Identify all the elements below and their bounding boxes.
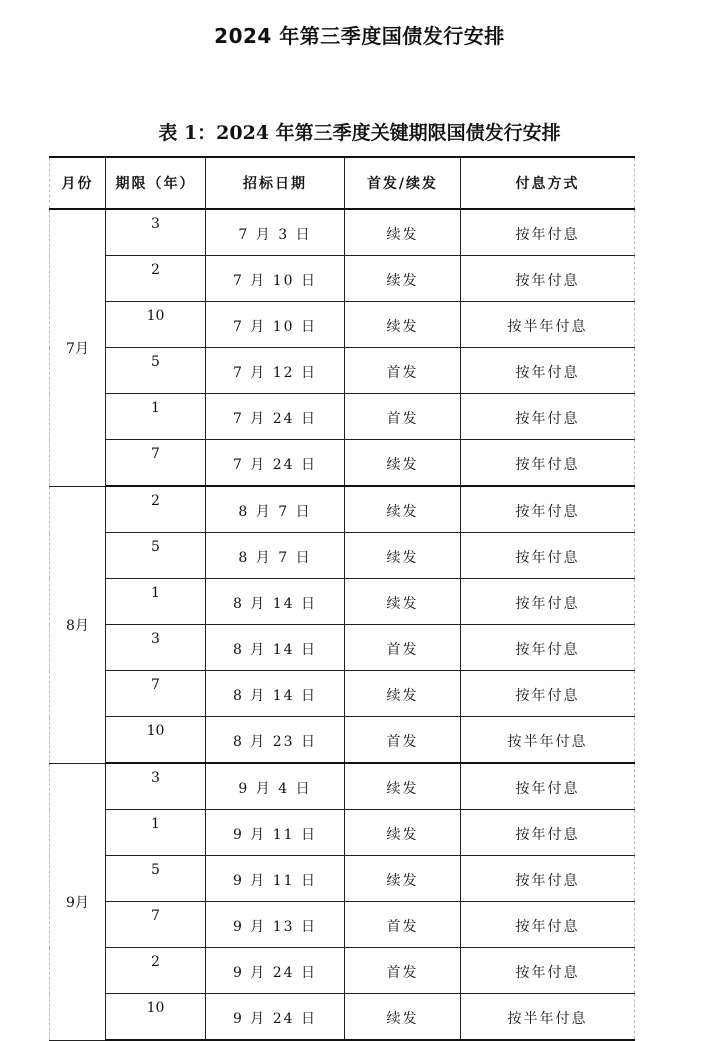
table-row	[50, 533, 635, 579]
term-cell: 5	[106, 348, 206, 394]
table-row	[50, 717, 635, 764]
issue-type-cell: 续发	[345, 486, 461, 533]
table-row	[50, 671, 635, 717]
auction-date-cell: 8 月 7 日	[206, 486, 345, 533]
term-cell: 7	[106, 902, 206, 948]
table-caption: 表 1：2024 年第三季度关键期限国债发行安排	[158, 122, 561, 144]
term-cell: 2	[106, 948, 206, 994]
payment-cell: 按半年付息	[461, 717, 635, 764]
auction-date-cell: 7 月 12 日	[206, 348, 345, 394]
auction-date-cell: 9 月 24 日	[206, 948, 345, 994]
table-row	[50, 902, 635, 948]
table-row	[50, 579, 635, 625]
term-cell: 7	[106, 671, 206, 717]
payment-cell: 按年付息	[461, 902, 635, 948]
issue-type-cell: 首发	[345, 394, 461, 440]
table-row	[50, 948, 635, 994]
issue-type-cell: 续发	[345, 302, 461, 348]
term-cell: 7	[106, 440, 206, 487]
term-cell: 1	[106, 810, 206, 856]
table-header	[50, 157, 635, 209]
term-cell: 5	[106, 856, 206, 902]
issue-type-cell: 首发	[345, 948, 461, 994]
auction-date-cell: 9 月 11 日	[206, 856, 345, 902]
term-cell: 3	[106, 209, 206, 256]
header-auction-date: 招标日期	[206, 157, 345, 209]
payment-cell: 按年付息	[461, 625, 635, 671]
payment-cell: 按年付息	[461, 486, 635, 533]
issue-type-cell: 续发	[345, 440, 461, 487]
auction-date-cell: 8 月 14 日	[206, 579, 345, 625]
payment-cell: 按年付息	[461, 810, 635, 856]
issue-type-cell: 续发	[345, 256, 461, 302]
table-row	[50, 394, 635, 440]
table-row	[50, 348, 635, 394]
term-cell: 3	[106, 625, 206, 671]
term-cell: 5	[106, 533, 206, 579]
issue-type-cell: 续发	[345, 209, 461, 256]
month-cell: 9月	[50, 763, 106, 1040]
month-cell: 8月	[50, 486, 106, 763]
auction-date-cell: 7 月 3 日	[206, 209, 345, 256]
table-row	[50, 763, 635, 810]
payment-cell: 按年付息	[461, 209, 635, 256]
bond-issuance-table	[49, 156, 635, 1041]
issue-type-cell: 续发	[345, 856, 461, 902]
term-cell: 10	[106, 717, 206, 764]
term-cell: 1	[106, 579, 206, 625]
payment-cell: 按年付息	[461, 579, 635, 625]
header-issue-type: 首发/续发	[345, 157, 461, 209]
auction-date-cell: 8 月 23 日	[206, 717, 345, 764]
table-row	[50, 994, 635, 1041]
document-title: 2024 年第三季度国债发行安排	[214, 24, 505, 48]
table-row	[50, 256, 635, 302]
payment-cell: 按年付息	[461, 256, 635, 302]
payment-cell: 按年付息	[461, 948, 635, 994]
payment-cell: 按年付息	[461, 671, 635, 717]
auction-date-cell: 8 月 14 日	[206, 625, 345, 671]
payment-cell: 按半年付息	[461, 302, 635, 348]
issue-type-cell: 首发	[345, 902, 461, 948]
issue-type-cell: 首发	[345, 625, 461, 671]
term-cell: 10	[106, 994, 206, 1041]
auction-date-cell: 7 月 24 日	[206, 394, 345, 440]
header-month: 月份	[50, 157, 106, 209]
header-payment: 付息方式	[461, 157, 635, 209]
issue-type-cell: 续发	[345, 671, 461, 717]
auction-date-cell: 8 月 14 日	[206, 671, 345, 717]
issue-type-cell: 续发	[345, 994, 461, 1041]
issue-type-cell: 首发	[345, 717, 461, 764]
payment-cell: 按半年付息	[461, 994, 635, 1041]
issue-type-cell: 续发	[345, 533, 461, 579]
term-cell: 2	[106, 256, 206, 302]
auction-date-cell: 7 月 10 日	[206, 256, 345, 302]
table-row	[50, 625, 635, 671]
table-body	[50, 209, 635, 1040]
auction-date-cell: 9 月 11 日	[206, 810, 345, 856]
auction-date-cell: 9 月 4 日	[206, 763, 345, 810]
issue-type-cell: 续发	[345, 810, 461, 856]
auction-date-cell: 8 月 7 日	[206, 533, 345, 579]
auction-date-cell: 9 月 24 日	[206, 994, 345, 1041]
payment-cell: 按年付息	[461, 763, 635, 810]
issue-type-cell: 首发	[345, 348, 461, 394]
term-cell: 2	[106, 486, 206, 533]
payment-cell: 按年付息	[461, 856, 635, 902]
auction-date-cell: 7 月 10 日	[206, 302, 345, 348]
auction-date-cell: 7 月 24 日	[206, 440, 345, 487]
table-row	[50, 209, 635, 256]
auction-date-cell: 9 月 13 日	[206, 902, 345, 948]
table-row	[50, 856, 635, 902]
payment-cell: 按年付息	[461, 440, 635, 487]
header-term: 期限（年）	[106, 157, 206, 209]
term-cell: 3	[106, 763, 206, 810]
payment-cell: 按年付息	[461, 394, 635, 440]
month-cell: 7月	[50, 209, 106, 486]
header-row	[50, 157, 635, 209]
issue-type-cell: 续发	[345, 763, 461, 810]
table-row	[50, 302, 635, 348]
table-row	[50, 486, 635, 533]
issue-type-cell: 续发	[345, 579, 461, 625]
payment-cell: 按年付息	[461, 533, 635, 579]
term-cell: 1	[106, 394, 206, 440]
table-row	[50, 440, 635, 487]
payment-cell: 按年付息	[461, 348, 635, 394]
term-cell: 10	[106, 302, 206, 348]
table-row	[50, 810, 635, 856]
